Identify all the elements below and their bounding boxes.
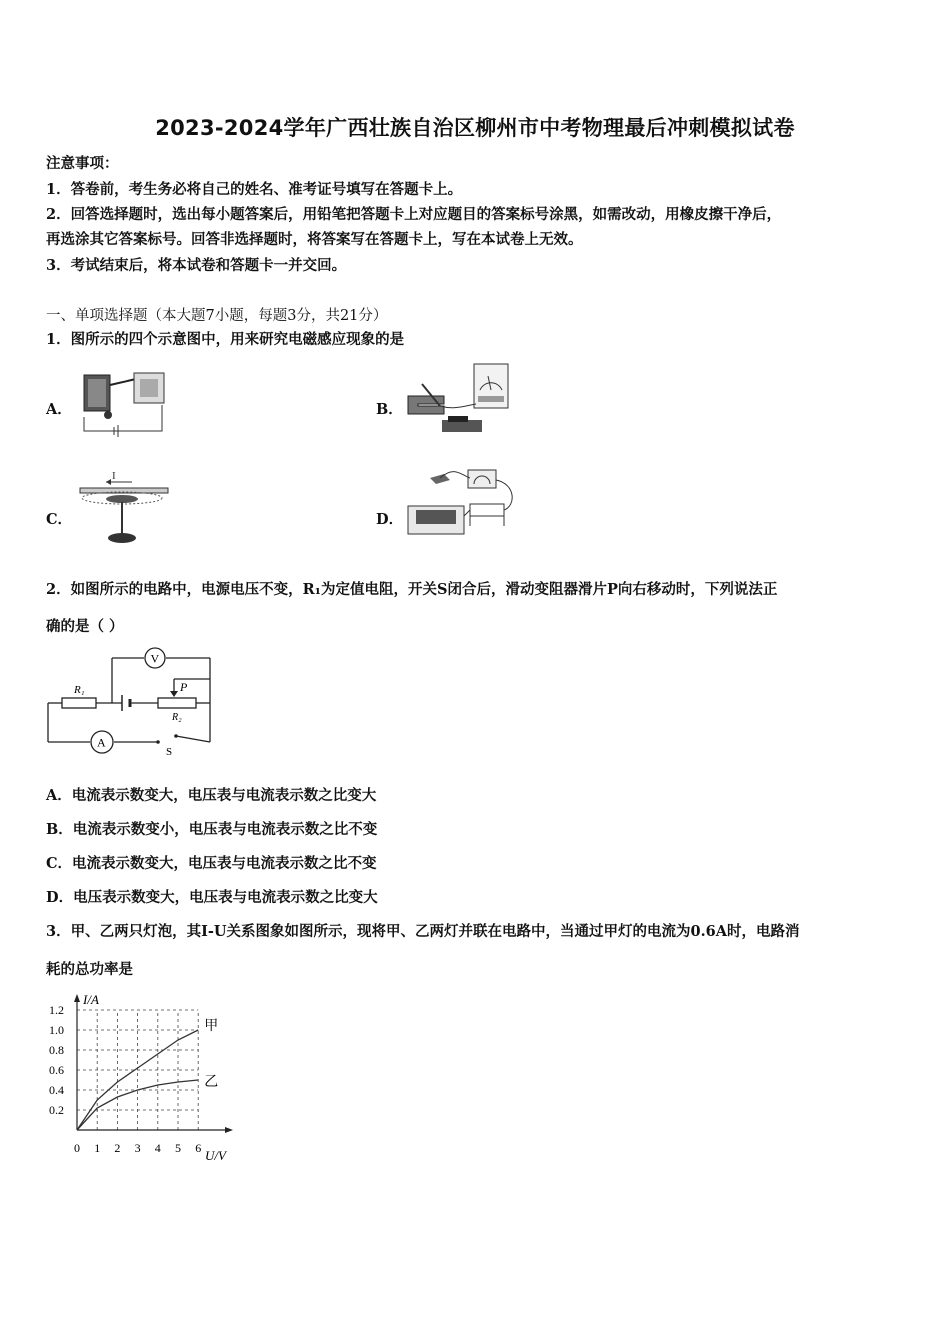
q2-option-b[interactable]: B．电流表示数变小，电压表与电流表示数之比不变 [46,821,378,838]
q1-option-c[interactable]: C． [46,511,73,528]
y-tick-label: 1.0 [49,1023,64,1037]
notice-item-3: 3．考试结束后，将本试卷和答题卡一并交回。 [46,257,347,274]
q3-iu-chart [40,988,240,1170]
q1-figure-b [404,360,514,440]
notice-item-2-cont: 再选涂其它答案标号。回答非选择题时，将答案写在答题卡上，写在本试卷上无效。 [46,231,583,248]
notice-heading: 注意事项： [46,155,119,172]
q2-option-d[interactable]: D．电压表示数变大，电压表与电流表示数之比变大 [46,889,378,906]
q1-figure-c [78,468,170,550]
series-label-2: 乙 [204,1075,219,1090]
switch-s-label: S [166,746,173,757]
voltmeter-label: V [150,651,160,666]
q2-stem-line2: 确的是（ ） [46,618,124,635]
ammeter-label: A [97,735,106,750]
notice-item-2: 2．回答选择题时，选出每小题答案后，用铅笔把答题卡上对应题目的答案标号涂黑，如需改动，用橡皮擦干净后， [46,206,782,223]
x-tick-label: 1 [94,1141,101,1155]
notice-item-1: 1．答卷前，考生务必将自己的姓名、准考证号填写在答题卡上。 [46,181,463,198]
q3-stem-line1: 3．甲、乙两只灯泡，其I-U关系图象如图所示，现将甲、乙两灯并联在电路中，当通过甲灯的电流为0.6A时，电路消 [46,923,800,940]
r1-label: R₁ [74,684,85,696]
y-axis-label: I/A [83,992,99,1007]
q1-option-b[interactable]: B． [376,401,403,418]
series-label-1: 甲 [204,1019,219,1034]
x-tick-label: 4 [154,1141,161,1155]
section-heading: 一、单项选择题（本大题7小题，每题3分，共21分） [46,308,388,324]
q3-stem-line2: 耗的总功率是 [46,961,133,978]
y-tick-label: 0.8 [49,1043,64,1057]
x-axis-arrow [225,1127,233,1133]
slider-p-label: P [180,680,188,694]
q1-option-a[interactable]: A． [46,401,72,418]
fig-c-current-label: I [112,470,116,482]
q1-option-d[interactable]: D． [376,511,404,528]
q2-circuit-diagram [40,645,220,757]
q2-option-a[interactable]: A．电流表示数变大，电压表与电流表示数之比变大 [46,787,377,804]
paper-title: 2023-2024学年广西壮族自治区柳州市中考物理最后冲刺模拟试卷 [155,116,795,140]
x-axis-label: U/V [205,1148,226,1163]
x-tick-label: 5 [175,1141,181,1155]
y-tick-label: 0.4 [49,1083,64,1097]
y-axis-arrow [74,994,80,1002]
q2-option-c[interactable]: C．电流表示数变大，电压表与电流表示数之比不变 [46,855,377,872]
q2-stem-line1: 2．如图所示的电路中，电源电压不变，R₁为定值电阻，开关S闭合后，滑动变阻器滑片P向右移动时，下列说法正 [46,581,778,598]
y-tick-label: 0.2 [49,1103,64,1117]
q1-stem: 1．图所示的四个示意图中，用来研究电磁感应现象的是 [46,331,405,348]
x-tick-label: 3 [134,1141,141,1155]
x-tick-label: 6 [195,1141,202,1155]
x-tick-label: 0 [74,1141,80,1155]
x-tick-label: 2 [114,1141,121,1155]
y-tick-label: 1.2 [49,1003,64,1017]
y-tick-label: 0.6 [49,1063,64,1077]
q1-figure-d [404,466,516,540]
r2-label: R₂ [172,712,182,723]
q1-figure-a [78,365,170,437]
